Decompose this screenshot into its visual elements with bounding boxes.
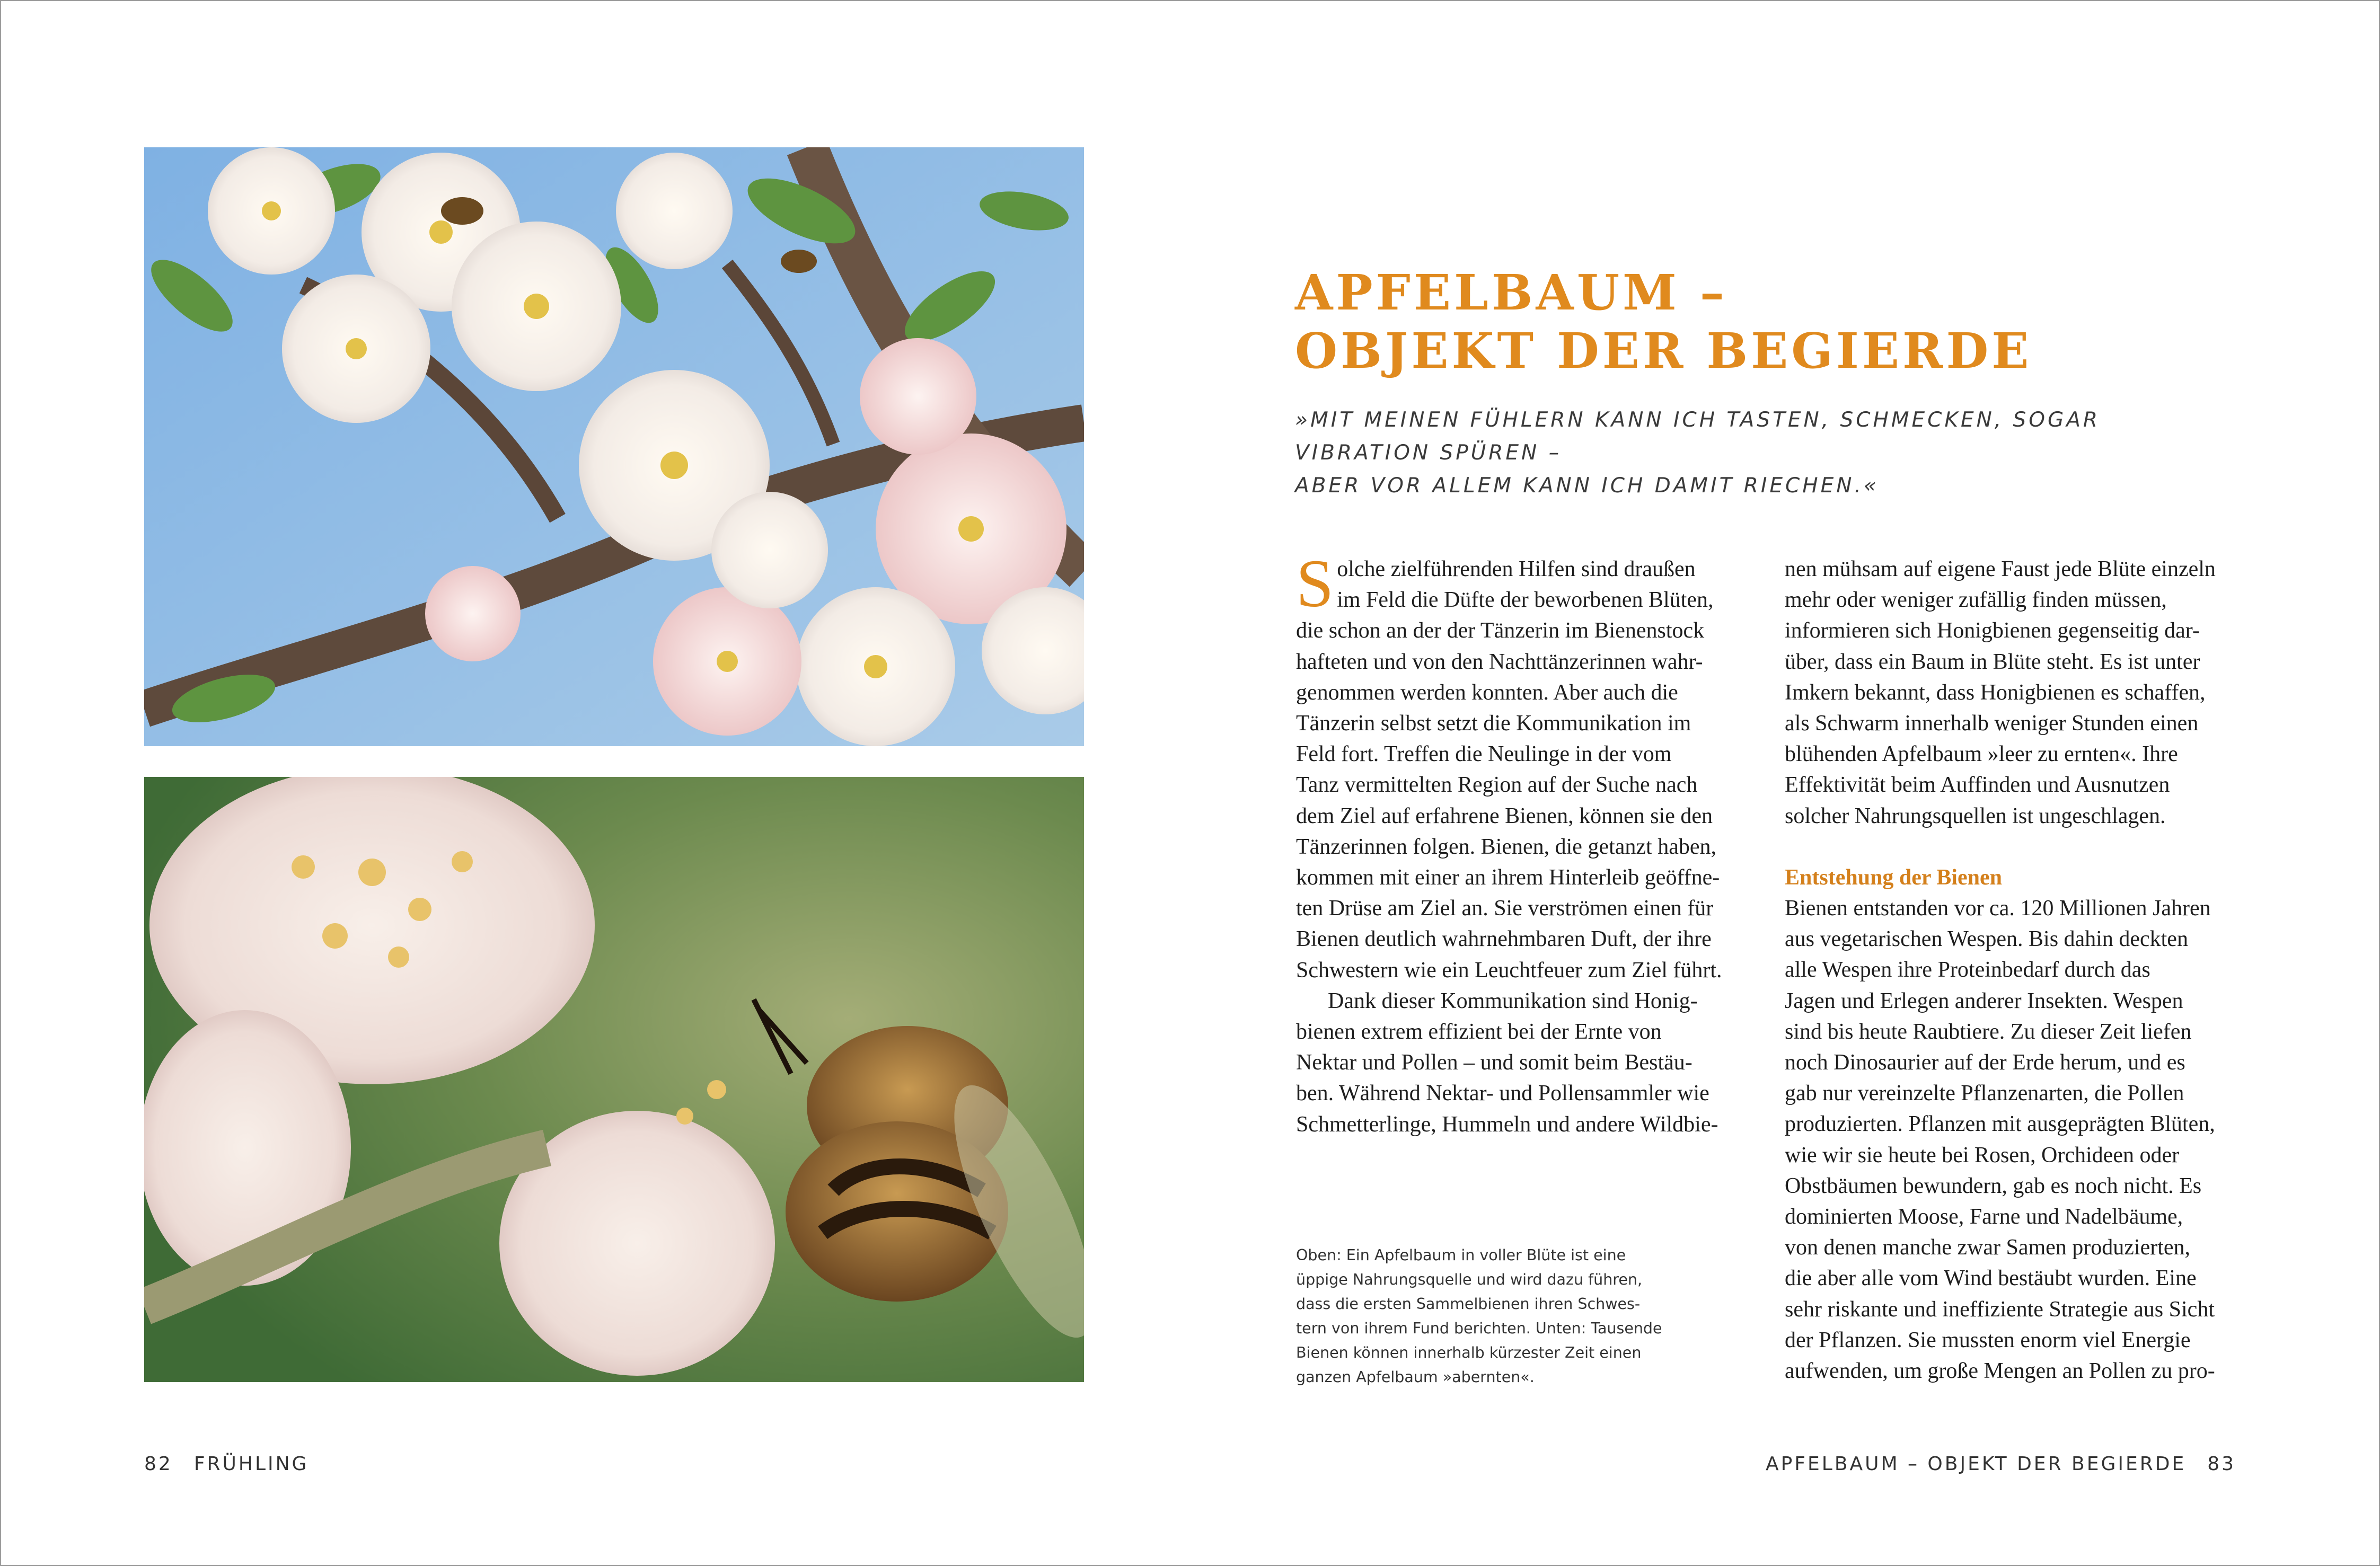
page-title <box>1295 263 2302 380</box>
body-line: im Feld die Düfte der beworbenen Blüten, <box>1337 588 1714 613</box>
body-line: mehr oder weniger zufällig finden müssen, <box>1785 588 2167 613</box>
body-line: aufwenden, um große Mengen an Pollen zu pro- <box>1785 1359 2215 1384</box>
title-line-1: APFELBAUM – <box>1295 264 1727 321</box>
section-name-right: APFELBAUM – OBJEKT DER BEGIERDE <box>1765 1453 2187 1475</box>
body-line: Tanz vermittelten Region auf der Suche nach <box>1296 773 1698 798</box>
body-line: sind bis heute Raubtiere. Zu dieser Zeit liefen <box>1785 1019 2192 1044</box>
section-name-left: FRÜHLING <box>193 1453 309 1475</box>
body-line: von denen manche zwar Samen produzierten, <box>1785 1235 2191 1260</box>
body-line: alle Wespen ihre Proteinbedarf durch das <box>1785 958 2150 983</box>
caption-line: ganzen Apfelbaum »abernten«. <box>1296 1368 1535 1386</box>
body-line: ben. Während Nektar- und Pollensammler wie <box>1296 1081 1709 1106</box>
body-line: Dank dieser Kommunikation sind Honig- <box>1328 988 1698 1013</box>
body-line: Tänzerin selbst setzt die Kommunikation im <box>1296 711 1691 736</box>
body-line: Tänzerinnen folgen. Bienen, die getanzt haben, <box>1296 834 1716 859</box>
body-line: bienen extrem effizient bei der Ernte von <box>1296 1020 1662 1045</box>
body-line: hafteten und von den Nachttänzerinnen wahr- <box>1296 649 1703 674</box>
body-line: Schwestern wie ein Leuchtfeuer zum Ziel führt. <box>1296 958 1722 983</box>
body-line: Bienen entstanden vor ca. 120 Millionen Jahren <box>1785 896 2211 921</box>
apple-blossom-photo <box>144 147 1084 746</box>
page-number-right: 83 <box>2207 1453 2236 1475</box>
footer-left <box>144 1453 308 1475</box>
body-line: gab nur vereinzelte Pflanzenarten, die Pollen <box>1785 1081 2184 1106</box>
body-line: über, dass ein Baum in Blüte steht. Es ist unter <box>1785 649 2200 674</box>
body-line: dominierten Moose, Farne und Nadelbäume, <box>1785 1205 2183 1229</box>
body-line: sehr riskante und ineffiziente Strategie aus Sicht <box>1785 1297 2215 1322</box>
quote-line-2: ABER VOR ALLEM KANN ICH DAMIT RIECHEN.« <box>1295 474 1879 498</box>
footer-right <box>1766 1453 2236 1475</box>
body-line: Feld fort. Treffen die Neulinge in der vom <box>1296 742 1672 767</box>
photo-caption <box>1296 1243 1667 1390</box>
caption-line: dass die ersten Sammelbienen ihren Schwes- <box>1296 1295 1641 1313</box>
body-column-1 <box>1296 546 1773 1140</box>
body-line: produzierten. Pflanzen mit ausgeprägten Blüten, <box>1785 1112 2215 1137</box>
bee-on-blossom-photo <box>144 777 1084 1382</box>
body-line: die aber alle vom Wind bestäubt wurden. Eine <box>1785 1266 2197 1291</box>
section-subheading: Entstehung der Bienen <box>1785 865 2002 890</box>
drop-cap: S <box>1296 546 1334 621</box>
body-line: blühenden Apfelbaum »leer zu ernten«. Ihre <box>1785 742 2178 767</box>
body-line: genommen werden konnten. Aber auch die <box>1296 680 1678 705</box>
body-line: aus vegetarischen Wespen. Bis dahin deckten <box>1785 927 2188 952</box>
caption-line: Bienen können innerhalb kürzester Zeit einen <box>1296 1344 1642 1361</box>
page-number-left: 82 <box>144 1453 173 1475</box>
bee-blossom-illustration <box>144 777 1084 1382</box>
body-line: der Pflanzen. Sie mussten enorm viel Energie <box>1785 1328 2191 1352</box>
quote-line-1: »MIT MEINEN FÜHLERN KANN ICH TASTEN, SCHMECKEN, SOGAR VIBRATION SPÜREN – <box>1295 408 2100 465</box>
body-line: noch Dinosaurier auf der Erde herum, und es <box>1785 1050 2185 1075</box>
intro-quote <box>1295 404 2238 502</box>
body-line: kommen mit einer an ihrem Hinterleib geöffne- <box>1296 865 1720 890</box>
body-line: wie wir sie heute bei Rosen, Orchideen oder <box>1785 1143 2180 1167</box>
body-line: Nektar und Pollen – und somit beim Bestäu- <box>1296 1050 1693 1075</box>
body-line: solcher Nahrungsquellen ist ungeschlagen. <box>1785 803 2166 828</box>
body-column-2 <box>1785 554 2262 1386</box>
body-line: Schmetterlinge, Hummeln und andere Wildbie- <box>1296 1112 1718 1137</box>
caption-line: tern von ihrem Fund berichten. Unten: Tausende <box>1296 1320 1662 1337</box>
body-line: Imkern bekannt, dass Honigbienen es schaffen, <box>1785 680 2206 705</box>
body-line: Obstbäumen bewundern, gab es noch nicht. Es <box>1785 1173 2202 1198</box>
body-line: olche zielführenden Hilfen sind draußen <box>1337 557 1696 581</box>
caption-line: Oben: Ein Apfelbaum in voller Blüte ist eine <box>1296 1246 1626 1264</box>
body-line: als Schwarm innerhalb weniger Stunden einen <box>1785 711 2199 736</box>
body-line: Effektivität beim Auffinden und Ausnutzen <box>1785 773 2170 798</box>
body-line: dem Ziel auf erfahrene Bienen, können sie den <box>1296 803 1713 828</box>
apple-blossom-illustration <box>144 147 1084 746</box>
body-line: die schon an der der Tänzerin im Bienenstock <box>1296 618 1705 643</box>
body-line: informieren sich Honigbienen gegenseitig dar- <box>1785 618 2200 643</box>
body-line: nen mühsam auf eigene Faust jede Blüte einzeln <box>1785 557 2216 581</box>
title-line-2: OBJEKT DER BEGIERDE <box>1295 322 2032 379</box>
body-line: Bienen deutlich wahrnehmbaren Duft, der ihre <box>1296 927 1712 952</box>
caption-line: üppige Nahrungsquelle und wird dazu führen, <box>1296 1271 1643 1288</box>
body-line: Jagen und Erlegen anderer Insekten. Wespen <box>1785 988 2183 1013</box>
body-line: ten Drüse am Ziel an. Sie verströmen einen für <box>1296 896 1714 921</box>
